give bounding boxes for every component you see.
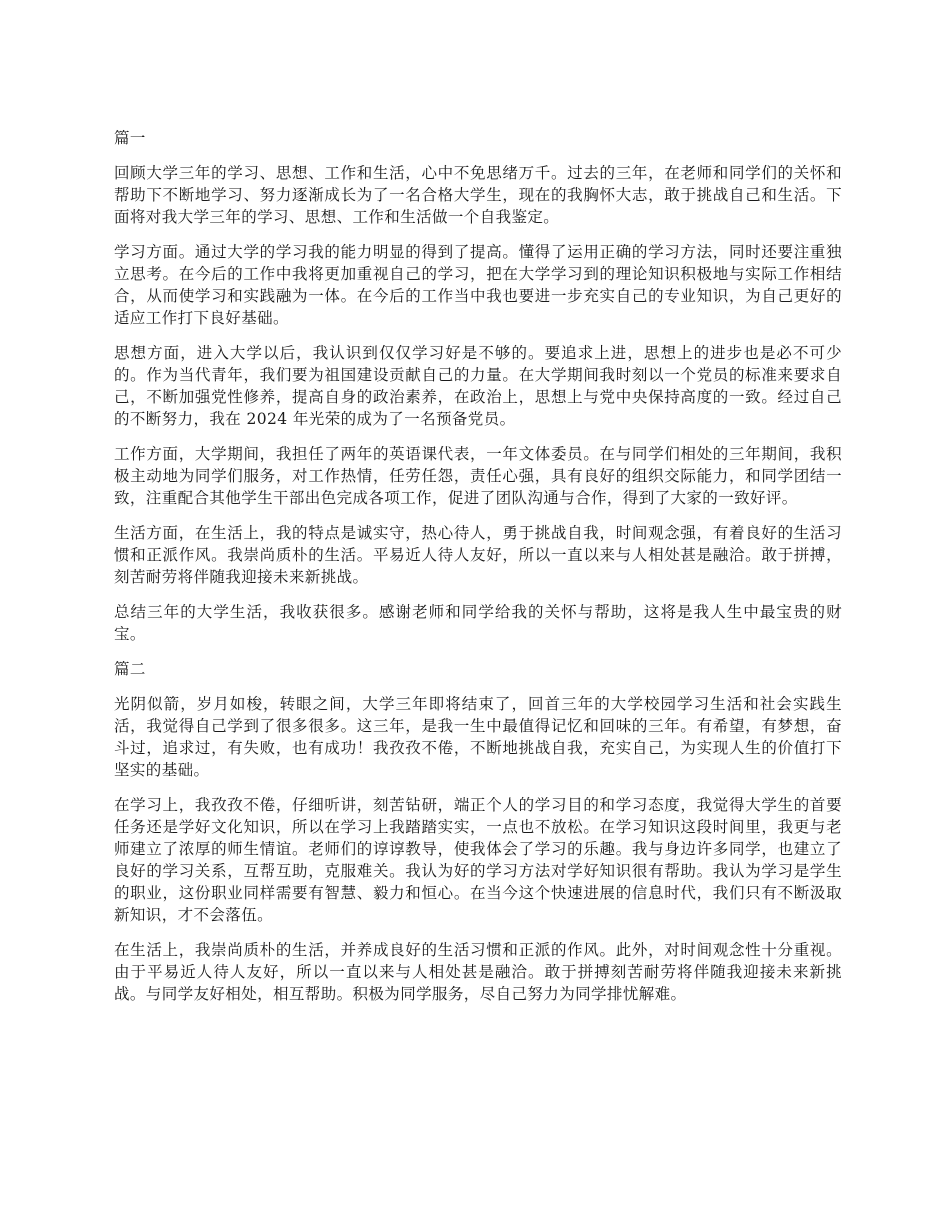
section-title: 篇二 (114, 660, 146, 678)
paragraph: 光阴似箭，岁月如梭，转眼之间，大学三年即将结束了，回首三年的大学校园学习生活和社会实践生活，我觉得自己学到了很多很多。这三年，是我一生中最值得记忆和回味的三年。有希望，有梦想，奋斗过，追求过，有失败，也有成功！我孜孜不倦，不断地挑战自我，充实自己，为实现人生的价值打下坚实的基础。 (114, 695, 842, 779)
paragraph: 工作方面，大学期间，我担任了两年的英语课代表，一年文体委员。在与同学们相处的三年期间，我积极主动地为同学们服务，对工作热情，任劳任怨，责任心强，具有良好的组织交际能力，和同学团结一致，注重配合其他学生干部出色完成各项工作，促进了团队沟通与合作，得到了大家的一致好评。 (114, 445, 842, 507)
paragraph: 总结三年的大学生活，我收获很多。感谢老师和同学给我的关怀与帮助，这将是我人生中最宝贵的财宝。 (114, 603, 842, 643)
section-one (114, 127, 842, 645)
paragraph: 学习方面。通过大学的学习我的能力明显的得到了提高。懂得了运用正确的学习方法，同时还要注重独立思考。在今后的工作中我将更加重视自己的学习，把在大学学习到的理论知识积极地与实际工作相结合，从而使学习和实践融为一体。在今后的工作当中我也要进一步充实自己的专业知识，为自己更好的适应工作打下良好基础。 (114, 243, 842, 327)
paragraph: 在生活上，我崇尚质朴的生活，并养成良好的生活习惯和正派的作风。此外，对时间观念性十分重视。由于平易近人待人友好，所以一直以来与人相处甚是融洽。敢于拼搏刻苦耐劳将伴随我迎接未来新挑战。与同学友好相处，相互帮助。积极为同学服务，尽自己努力为同学排忧解难。 (114, 941, 842, 1003)
section-title: 篇一 (114, 129, 146, 147)
paragraph: 生活方面，在生活上，我的特点是诚实守，热心待人，勇于挑战自我，时间观念强，有着良好的生活习惯和正派作风。我崇尚质朴的生活。平易近人待人友好，所以一直以来与人相处甚是融洽。敢于拼搏，刻苦耐劳将伴随我迎接未来新挑战。 (114, 524, 842, 586)
paragraph: 在学习上，我孜孜不倦，仔细听讲，刻苦钻研，端正个人的学习目的和学习态度，我觉得大学生的首要任务还是学好文化知识，所以在学习上我踏踏实实，一点也不放松。在学习知识这段时间里，我更与老师建立了浓厚的师生情谊。老师们的谆谆教导，使我体会了学习的乐趣。我与身边许多同学，也建立了良好的学习关系，互帮互助，克服难关。我认为好的学习方法对学好知识很有帮助。我认为学习是学生的职业，这份职业同样需要有智慧、毅力和恒心。在当今这个快速进展的信息时代，我们只有不断汲取新知识，才不会落伍。 (114, 796, 842, 924)
paragraph: 思想方面，进入大学以后，我认识到仅仅学习好是不够的。要追求上进，思想上的进步也是必不可少的。作为当代青年，我们要为祖国建设贡献自己的力量。在大学期间我时刻以一个党员的标准来要求自己，不断加强党性修养，提高自身的政治素养，在政治上，思想上与党中央保持高度的一致。经过自己的不断努力，我在 2024 年光荣的成为了一名预备党员。 (114, 344, 842, 428)
section-two (114, 658, 842, 1005)
document-page (114, 127, 842, 1018)
paragraph: 回顾大学三年的学习、思想、工作和生活，心中不免思绪万千。过去的三年，在老师和同学们的关怀和帮助下不断地学习、努力逐渐成长为了一名合格大学生，现在的我胸怀大志，敢于挑战自己和生活。下面将对我大学三年的学习、思想、工作和生活做一个自我鉴定。 (114, 164, 842, 226)
